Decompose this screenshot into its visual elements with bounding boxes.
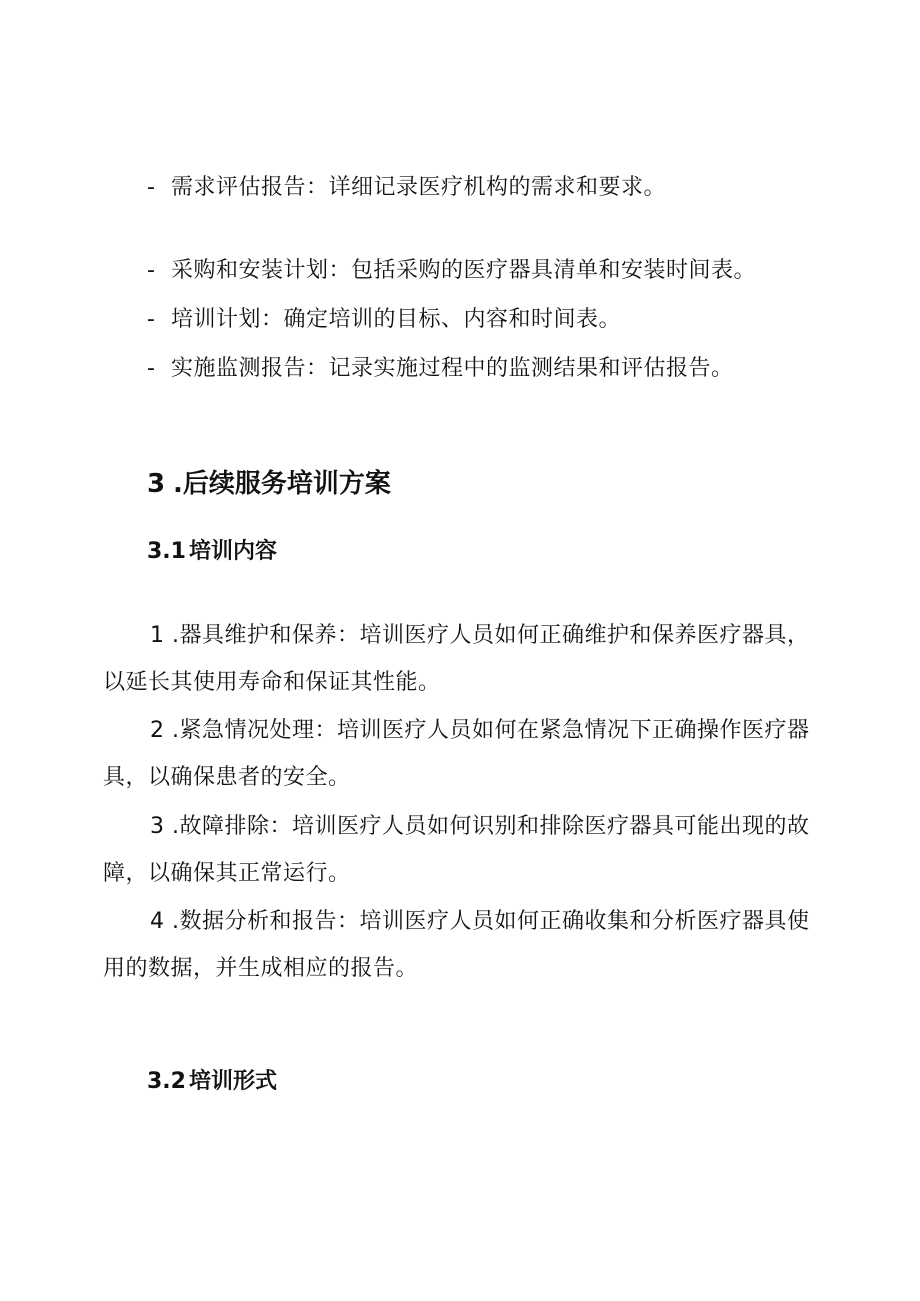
bullet-item bbox=[147, 173, 666, 203]
bullet-dash: - bbox=[147, 307, 156, 332]
item-text: .故障排除：培训医疗人员如何识别和排除医疗器具可能出现的故障，以确保其正常运行。 bbox=[103, 814, 810, 886]
bullet-text: 实施监测报告：记录实施过程中的监测结果和评估报告。 bbox=[171, 356, 734, 381]
subsection-heading-3-1 bbox=[147, 537, 277, 567]
section-title: .后续服务培训方案 bbox=[173, 469, 391, 499]
item-number: 1 bbox=[150, 623, 165, 648]
item-text: .器具维护和保养：培训医疗人员如何正确维护和保养医疗器具，以延长其使用寿命和保证其性能。 bbox=[103, 623, 810, 695]
bullet-dash: - bbox=[147, 258, 156, 283]
item-number: 3 bbox=[150, 814, 165, 839]
section-number: 3 bbox=[147, 469, 166, 499]
section-heading-3 bbox=[147, 467, 391, 501]
numbered-item bbox=[103, 707, 813, 801]
item-text: .数据分析和报告：培训医疗人员如何正确收集和分析医疗器具使用的数据，并生成相应的报告。 bbox=[103, 909, 810, 981]
bullet-item bbox=[147, 305, 621, 335]
numbered-item bbox=[103, 612, 813, 706]
item-number: 4 bbox=[150, 909, 165, 934]
bullet-text: 需求评估报告：详细记录医疗机构的需求和要求。 bbox=[171, 175, 667, 200]
subsection-number: 3.1 bbox=[147, 539, 186, 564]
numbered-item bbox=[103, 803, 813, 897]
bullet-dash: - bbox=[147, 175, 156, 200]
subsection-title: 培训形式 bbox=[189, 1069, 278, 1094]
bullet-item bbox=[147, 354, 734, 384]
subsection-title: 培训内容 bbox=[189, 539, 278, 564]
bullet-dash: - bbox=[147, 356, 156, 381]
bullet-item bbox=[147, 256, 756, 286]
item-text: .紧急情况处理：培训医疗人员如何在紧急情况下正确操作医疗器具，以确保患者的安全。 bbox=[103, 718, 810, 790]
item-number: 2 bbox=[150, 718, 165, 743]
numbered-item bbox=[103, 898, 813, 992]
bullet-text: 培训计划：确定培训的目标、内容和时间表。 bbox=[171, 307, 622, 332]
subsection-heading-3-2 bbox=[147, 1067, 277, 1097]
subsection-number: 3.2 bbox=[147, 1069, 186, 1094]
bullet-text: 采购和安装计划：包括采购的医疗器具清单和安装时间表。 bbox=[171, 258, 757, 283]
